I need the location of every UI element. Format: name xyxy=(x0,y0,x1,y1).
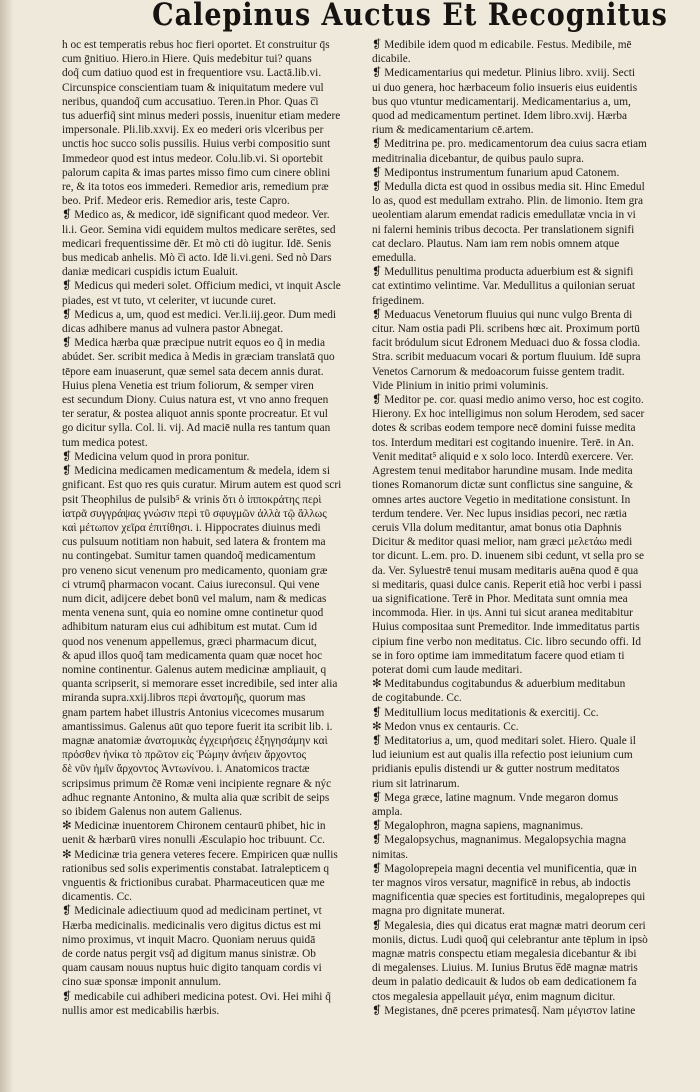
text-line: ✻ Medon vnus ex centauris. Cc. xyxy=(372,720,519,733)
text-line: num dicit, adijcere debet bonū vel malum, nam & medicas xyxy=(62,592,327,605)
text-line: menta venena sunt, quia eo nomine omne continetur quod xyxy=(62,607,324,620)
text-line: li.i. Geor. Semina vidi equidem multos medicare serētes, sed xyxy=(62,223,336,236)
text-line: facit bródulum sicut Edronem Meduaci duo & fossa clodia. xyxy=(372,337,641,350)
text-line: πρόσθεν ἡνίκα τὸ πρῶτον εἰς Ῥώμην ἀνήειν ἄρχοντος xyxy=(62,749,307,762)
text-line: amantissimus. Galenus aūt quo tepore fuerit ita scribit lib. i. xyxy=(62,720,333,733)
text-line: bus medicab anhelis. Mò c̅i acto. Idē li.vi.geni. Sed nò Dars xyxy=(62,252,332,265)
text-line: καὶ μέτωπον χεῖρα ἐπιτίθησι. i. Hippocrates diuinus medi xyxy=(62,521,321,534)
text-line: rium sit latrinarum. xyxy=(372,777,460,790)
text-line: ua significatione. Terē in Phor. Meditata sunt omnia mea xyxy=(372,592,628,605)
text-line: bus quo vtuntur medicamentarij. Medicamentarius a, um, xyxy=(372,95,631,108)
text-line: pridianis epulis distendi ur & gutter nostrum meditatos xyxy=(372,763,620,776)
text-line: Hierony. Ex hoc intelligimus non solum Herodem, sed sacer xyxy=(372,408,645,421)
text-line: ueolentiam alarum emendat radicis emedullatæ vncia in vi xyxy=(372,209,636,222)
text-line: psit Theophilus de pulsib⁵ & vrinis ὅτι ὁ ἱπποκράτης περὶ xyxy=(62,493,322,506)
text-line: ❡ Magoloprepeia magni decentia vel munificentia, quæ in xyxy=(372,862,637,875)
text-line: cum ḡnitiuo. Hiero.in Hiere. Quis medebitur tui? quans xyxy=(62,53,312,66)
text-line: incommoda. Hier. in ψs. Anni tui sicut aranea meditabitur xyxy=(372,607,633,620)
text-line: Agrestem tenui meditabor harundine musam. Inde medita xyxy=(372,465,633,478)
text-line: cat extintimo velintime. Var. Medullitus a quilonian seruat xyxy=(372,280,636,293)
text-line: & apud illos quoq̃ tam medicamenta quam quæ nocet hoc xyxy=(62,649,323,662)
text-line: moniis, dictus. Ludi quoq̃ qui celebrantur ante tēplum in ipsò xyxy=(372,933,648,946)
left-column xyxy=(62,38,362,1018)
text-line: ❡ Medulla dicta est quod in ossibus media sit. Hinc Emedul xyxy=(372,181,645,194)
text-line: Stra. scribit meduacum vocari & portum fluuium. Idē supra xyxy=(372,351,641,364)
text-line: citur. Nam ostia padi Pli. scribens hœc ait. Proximum portū xyxy=(372,323,640,336)
text-line: ❡ Meduacus Venetorum fluuius qui nunc vulgo Brenta di xyxy=(372,308,633,321)
text-line: ctos megalesia appellauit μέγα, enim magnum dicitur. xyxy=(372,990,616,1003)
text-line: quod ad medicamentum pertinet. Idem libro.xvij. Hærba xyxy=(372,110,628,123)
text-line: gnam partem habet illustris Antonius vicecomes musarum xyxy=(62,706,325,719)
text-line: go dicitur sylla. Col. li. vij. Ad maciē nulla res tantum quan xyxy=(62,422,331,435)
text-line: ❡ Medicina velum quod in prora ponitur. xyxy=(62,450,250,463)
text-line: frigedinem. xyxy=(372,294,425,307)
text-line: magnæ anatomiæ ἀνατομικὰς ἐγχειρήσεις ἐξηγησάμην καὶ xyxy=(62,734,328,747)
text-line: dicabile. xyxy=(372,53,411,66)
text-line: uenit & hærbarū vires nonulli Æsculapio hoc tribuunt. Cc. xyxy=(62,834,325,847)
text-line: nimitas. xyxy=(372,848,409,861)
text-line: di megalenses. Liuius. M. Iunius Brutus e̅dē magnæ matris xyxy=(372,962,638,975)
text-line: Venit meditat⁵ aliquid e x solo loco. Interdũ exercere. Ver. xyxy=(372,450,634,463)
text-line: scripsimus primum c̃ē Romæ veni incipiente regnare & nýc xyxy=(62,777,332,790)
text-line: abúdet. Ser. scribit medica à Medis in græciam translatā quo xyxy=(62,351,335,364)
text-line: ceruis Vlla dolum meditantur, amat bonus otia Daphnis xyxy=(372,521,622,534)
text-line: rationibus sed solis experimentis constabat. Iatralepticem q xyxy=(62,862,329,875)
text-line: doq̃ cum datiuo quod est in frequentiore vsu. Lactā.lib.vi. xyxy=(62,67,322,80)
text-line: quod nos venenum appellemus, græci pharmacum dicut, xyxy=(62,635,317,648)
text-line: ❡ Medico as, & medicor, idē significant quod medeor. Ver. xyxy=(62,209,330,222)
text-line: ❡ Meditatorius a, um, quod meditari solet. Hiero. Quale il xyxy=(372,734,636,747)
text-line: Immedeor quod est intus medeor. Colu.lib.vi. Si oportebit xyxy=(62,152,323,165)
text-line: ✻ Medicinæ inuentorem Chironem centaurū phibet, hic in xyxy=(62,820,326,833)
text-line: ❡ Medica hærba quæ præcipue nutrit equos eo q̃ in media xyxy=(62,337,325,350)
text-line: cino suæ sponsæ imponit annulum. xyxy=(62,976,222,989)
text-line: ❡ Medicus qui mederi solet. Officium medici, vt inquit Ascle xyxy=(62,280,341,293)
text-line: ✻ Meditabundus cogitabundus & aduerbium meditabun xyxy=(372,678,626,691)
text-line: de cogitabunde. Cc. xyxy=(372,692,462,705)
text-line: quanta scripserit, si memorare esset incredibile, sed inter alia xyxy=(62,678,338,691)
text-line: tor dicunt. L.em. pro. D. inuenem sibi cedunt, vt sella pro se xyxy=(372,550,645,563)
text-line: ❡ medicabile cui adhiberi medicina potest. Ovi. Hei mihi q̃ xyxy=(62,990,331,1003)
text-line: Vide Plinium in initio primi voluminis. xyxy=(372,379,549,392)
text-line: Dicitur & meditor quasi melior, nam græci μελετάω medi xyxy=(372,536,633,549)
text-line: tum medica potest. xyxy=(62,436,148,449)
text-line: ❡ Medipontus instrumentum funarium apud Catonem. xyxy=(372,166,620,179)
text-line: cipium fine verbo non meditatus. Cic. libro secundo offi. Id xyxy=(372,635,641,648)
text-line: ter seratur, & postea aliquot annis sponte procreatur. Et vul xyxy=(62,408,328,421)
text-line: quam causam nouus nuptus huic digito tanquam cordis vi xyxy=(62,962,322,975)
text-line: impersonale. Pli.lib.xxvij. Ex eo mederi oris vlceribus per xyxy=(62,124,324,137)
text-line: ❡ Medullitus penultima producta aduerbium est & signifi xyxy=(372,266,634,279)
text-line: tos. Interdum meditari est cogitando inuenire. Terē. in An. xyxy=(372,436,634,449)
text-line: dicas adhibere manus ad vulnera pastor Abnegat. xyxy=(62,323,284,336)
text-line: magnificentia quæ species est fortitudinis, megaloprepes qui xyxy=(372,891,646,904)
text-line: ampla. xyxy=(372,805,403,818)
text-line: ter magnos viros versatur, magnificē in rebus, ab indoctis xyxy=(372,876,631,889)
text-line: gnificant. Est quo res quis curatur. Mirum autem est quod scri xyxy=(62,479,342,492)
text-line: so ibidem Galenus non autem Galienus. xyxy=(62,805,243,818)
text-line: vnguentis & frictionibus curabat. Pharmaceuticen quæ me xyxy=(62,876,325,889)
text-line: nu contingebat. Sumitur tamen quandoq̃ medicamentum xyxy=(62,550,316,563)
text-line: de corde natus pergit vsq̃ ad digitum manus sinistræ. Ob xyxy=(62,948,316,960)
text-line: ❡ Medibile idem quod m edicabile. Festus. Medibile, mē xyxy=(372,39,632,51)
text-line: magnæ matris conspectu etiam megalesia dicebantur & ibi xyxy=(372,948,637,960)
text-line: terdum tendere. Ver. Nec lupus insidias pecori, nec rætia xyxy=(372,507,627,520)
text-line: pro veneno sicut venenum pro medicamento, quoniam græ xyxy=(62,564,328,577)
text-line: deum in palatio dedicauit & ludos ob eam dedicationem fa xyxy=(372,976,637,989)
text-line: adhuc regnante Antonino, & multa alia quæ scribit de seips xyxy=(62,791,330,804)
text-line: beo. Prif. Medeor eris. Remedior aris, teste Capro. xyxy=(62,195,290,208)
text-line: tus aduerfiq̃ sint minus mederi possis, inuenitur etiam medere xyxy=(62,110,341,123)
text-line: se in foro optime iam immeditatum facere quod etiam ti xyxy=(372,649,625,662)
text-line: Circunspice conscientiam tuam & iniquitatum medere vul xyxy=(62,81,324,94)
text-line: dicamentis. Cc. xyxy=(62,891,132,904)
text-line: neribus, quandoq̃ cum accusatiuo. Teren.in Phor. Quas c̅i xyxy=(62,95,319,108)
text-line: ui duo genera, hoc hærbaceum folio insueris eius euidentis xyxy=(372,81,638,94)
text-line: ✻ Medicinæ tria genera veteres fecere. Empiricen quæ nullis xyxy=(62,848,338,861)
text-line: re, & ita totos eos immederi. Remedior aris, remedium præ xyxy=(62,181,329,194)
text-line: lo as, quod est medullam extraho. Plin. de limonio. Item gra xyxy=(372,195,644,208)
text-line: unctis hoc succo solis pussilis. Huius verbi compositio sunt xyxy=(62,138,331,151)
text-line: ❡ Megistanes, dnē pceres primatesq̃. Nam μέγιστον latine xyxy=(372,1004,636,1017)
text-line: ❡ Megalesia, dies qui dicatus erat magnæ matri deorum ceri xyxy=(372,919,646,932)
text-line: lud ieiunium est aut qualis illa refectio post ieiunium cum xyxy=(372,749,633,762)
text-line: nullis amor est medicabilis hærbis. xyxy=(62,1004,220,1017)
text-line: est secundum Diony. Cuius natura est, vt vno anno frequen xyxy=(62,394,329,407)
text-line: nomine continentur. Galenus autem medicinæ ampliauit, q xyxy=(62,663,327,676)
text-line: ❡ Megalophron, magna sapiens, magnanimus. xyxy=(372,820,584,833)
running-header: Calepinus Auctus Et Recognitus xyxy=(152,0,668,33)
text-line: dotes & scribas eodem tempore necē domini fuisse medita xyxy=(372,422,636,435)
text-line: ❡ Meditrina pe. pro. medicamentorum dea cuius sacra etiam xyxy=(372,138,647,151)
text-line: da. Ver. Syluestrē tenui musam meditaris auēna quod ē qua xyxy=(372,564,639,577)
text-line: magna pro dignitate munerat. xyxy=(372,905,506,918)
text-line: tiones Romanorum dictæ sunt conflictus sine sanguine, & xyxy=(372,479,634,492)
text-line: medicari frequentissime dēr. Et mò cti dò iugitur. Idē. Senis xyxy=(62,237,332,250)
text-line: nimo proximus, vt inquit Macro. Quoniam neruus quidā xyxy=(62,933,316,946)
text-line: ἰατρᾶ συγγράψας γνώσιν περὶ τῦ σφυγμῶν ἀλλὰ τῷ ἄλλως xyxy=(62,507,327,520)
text-line: ❡ Megalopsychus, magnanimus. Megalopsychia magna xyxy=(372,834,627,847)
text-line: ❡ Medicus a, um, quod est medici. Ver.li.iij.geor. Dum medi xyxy=(62,308,337,321)
text-line: omnes artes auctore Vegetio in meditatione consistunt. In xyxy=(372,493,631,506)
text-line: Huius plena Venetia est trium foliorum, & semper viren xyxy=(62,379,314,392)
text-line: miranda supra.xxij.libros περὶ ἀνατομῆς, quorum mas xyxy=(62,692,306,705)
text-line: ❡ Mega græce, latine magnum. Vnde megaron domus xyxy=(372,791,619,804)
text-line: ni falerni heminis tribus decocta. Per translationem signifi xyxy=(372,223,635,236)
text-line: h oc est temperatis rebus hoc fieri oportet. Et construitur q̄s xyxy=(62,39,330,51)
text-line: daniæ medicari cuspidis ictum Eualuit. xyxy=(62,266,239,279)
text-line: ❡ Medicina medicamen medicamentum & medela, idem si xyxy=(62,465,330,478)
text-line: Huius compositaa sunt Premeditor. Inde immeditatus partis xyxy=(372,621,640,634)
text-line: δὲ νῦν ἡμῖν ἄρχοντος Ἀντωνίνου. i. Anatomicos tractæ xyxy=(62,763,310,776)
text-line: emedulla. xyxy=(372,252,417,265)
text-line: rium & medicamentarium cē.artem. xyxy=(372,124,534,137)
text-line: ❡ Meditullium locus meditationis & exercitij. Cc. xyxy=(372,706,599,719)
text-line: palorum capita & imas partes misso fimo cum cinere oblini xyxy=(62,166,331,179)
text-line: meditrinalia dicebantur, de quibus paulo supra. xyxy=(372,152,584,165)
text-line: tēpore eam inuaserunt, quæ semel sata decem annis durat. xyxy=(62,365,324,378)
page-gutter-shadow xyxy=(0,0,14,1092)
right-column xyxy=(372,38,680,1018)
text-line: ❡ Medicinale adiectiuum quod ad medicinam pertinet, vt xyxy=(62,905,322,918)
text-line: ❡ Medicamentarius qui medetur. Plinius libro. xviij. Secti xyxy=(372,67,635,80)
text-line: piades, est vt tuto, vt celeriter, vt iucunde curet. xyxy=(62,294,277,307)
text-line: cat declaro. Plautus. Nam iam rem nobis omnem atque xyxy=(372,237,620,250)
text-line: cus pulsuum notitiam non habuit, sed latera & frontem ma xyxy=(62,536,326,549)
text-line: poterat domi cum laude meditari. xyxy=(372,663,523,676)
text-line: ❡ Meditor pe. cor. quasi medio animo verso, hoc est cogito. xyxy=(372,394,644,407)
text-line: Hærba medicinalis. medicinalis vero digitus dictus est mi xyxy=(62,919,322,932)
text-line: ci vtrumq̃ pharmacon vocant. Caius iureconsul. Qui vene xyxy=(62,578,320,591)
text-line: Venetos Carnorum & medoacorum fuisse gentem tradit. xyxy=(372,365,625,378)
text-line: si meditaris, quasi dulce canis. Reperit etiã hoc verbi i passi xyxy=(372,578,642,591)
text-line: adhibitum naturam eius cui adhibitum est mutat. Cum id xyxy=(62,621,318,634)
